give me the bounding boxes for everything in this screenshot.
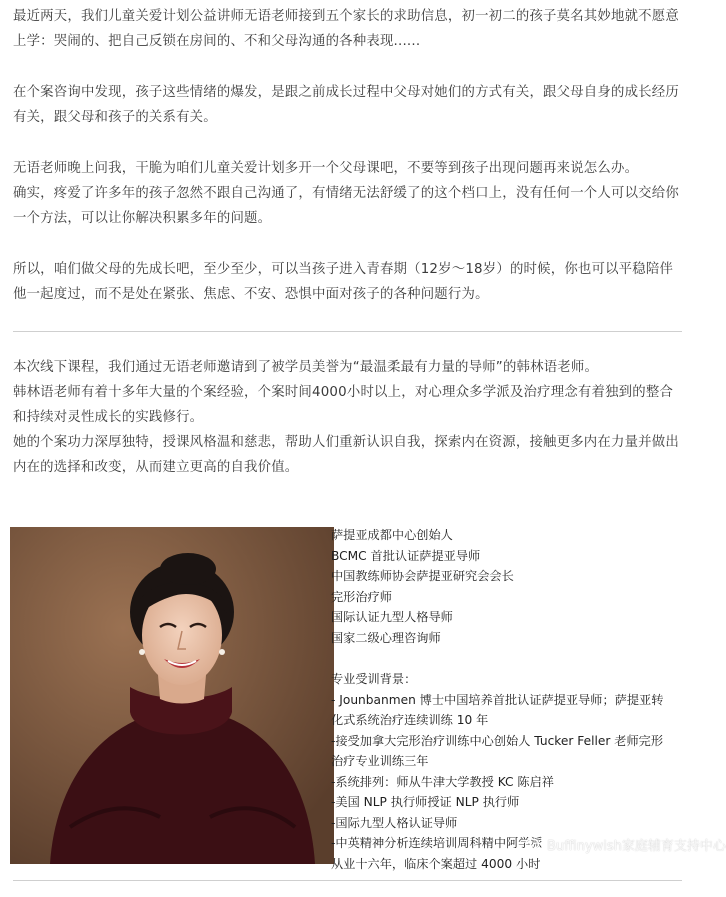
- parent-class-line: 确实，疼爱了许多年的孩子忽然不跟自己沟通了，有情绪无法舒缓了的这个档口上，没有任何一个人可以交给你一个方法，可以让你解决积累多年的问题。: [13, 186, 679, 226]
- wechat-watermark: [525, 835, 726, 854]
- teacher-bio: [331, 525, 671, 874]
- credential-item: 完形治疗师: [331, 589, 392, 604]
- intro-paragraph: 最近两天，我们儿童关爱计划公益讲师无语老师接到五个家长的求助信息，初一初二的孩子莫名其妙地就不愿意上学：哭闹的、把自己反锁在房间的、不和父母沟通的各种表现......: [13, 9, 679, 49]
- teacher-intro-line: 她的个案功力深厚独特，授课风格温和慈悲，帮助人们重新认识自我，探索内在资源，接触更多内在力量并做出内在的选择和改变，从而建立更高的自我价值。: [13, 435, 679, 475]
- wechat-icon: [525, 838, 543, 852]
- portrait-illustration: [10, 527, 334, 864]
- teacher-intro: [13, 355, 679, 480]
- credential-item: 萨提亚成都中心创始人: [331, 528, 453, 542]
- training-item: -美国 NLP 执行师授证 NLP 执行师: [331, 795, 520, 809]
- watermark-text: Buffinywish家庭辅育支持中心: [547, 839, 726, 854]
- training-heading: 专业受训背景：: [331, 672, 417, 686]
- credential-item: 国际认证九型人格导师: [331, 610, 453, 624]
- section-divider: [13, 880, 682, 881]
- parent-class-paragraph: [13, 156, 679, 231]
- training-item: -国际九型人格认证导师: [331, 815, 458, 830]
- credential-list: [331, 525, 671, 648]
- training-item: - Jounbanmen 博士中国培养首批认证萨提亚导师；萨提亚转化式系统治疗连续训练 10 年: [331, 692, 664, 727]
- credential-item: 中国教练师协会萨提亚研究会会长: [331, 569, 514, 583]
- grow-first-paragraph: 所以，咱们做父母的先成长吧，至少至少，可以当孩子进入青春期（12岁～18岁）的时候，你也可以平稳陪伴他一起度过，而不是处在紧张、焦虑、不安、恐惧中面对孩子的各种问题行为。: [13, 262, 674, 302]
- training-item: -系统排列：师从牛津大学教授 KC 陈启祥: [331, 774, 554, 789]
- teacher-photo: [10, 527, 334, 864]
- credential-item: 国家二级心理咨询师: [331, 630, 441, 645]
- section-divider: [13, 331, 682, 332]
- training-item: 从业十六年，临床个案超过 4000 小时: [331, 856, 541, 871]
- training-item: -接受加拿大完形治疗训练中心创始人 Tucker Feller 老师完形治疗专业训练三年: [331, 733, 664, 768]
- parent-class-line: 无语老师晚上问我，干脆为咱们儿童关爱计划多开一个父母课吧，不要等到孩子出现问题再来说怎么办。: [13, 161, 639, 176]
- credential-item: BCMC 首批认证萨提亚导师: [331, 548, 481, 563]
- teacher-intro-line: 本次线下课程，我们通过无语老师邀请到了被学员美誉为“最温柔最有力量的导师”的韩林语老师。: [13, 360, 599, 375]
- spacer: [331, 648, 671, 669]
- training-item: -中英精神分析连续培训周科精中阿学派: [331, 836, 543, 850]
- teacher-intro-line: 韩林语老师有着十多年大量的个案经验，个案时间4000小时以上，对心理众多学派及治疗理念有着独到的整合和持续对灵性成长的实践修行。: [13, 385, 674, 425]
- consultation-paragraph: 在个案咨询中发现，孩子这些情绪的爆发，是跟之前成长过程中父母对她们的方式有关，跟父母自身的成长经历有关，跟父母和孩子的关系有关。: [13, 85, 679, 125]
